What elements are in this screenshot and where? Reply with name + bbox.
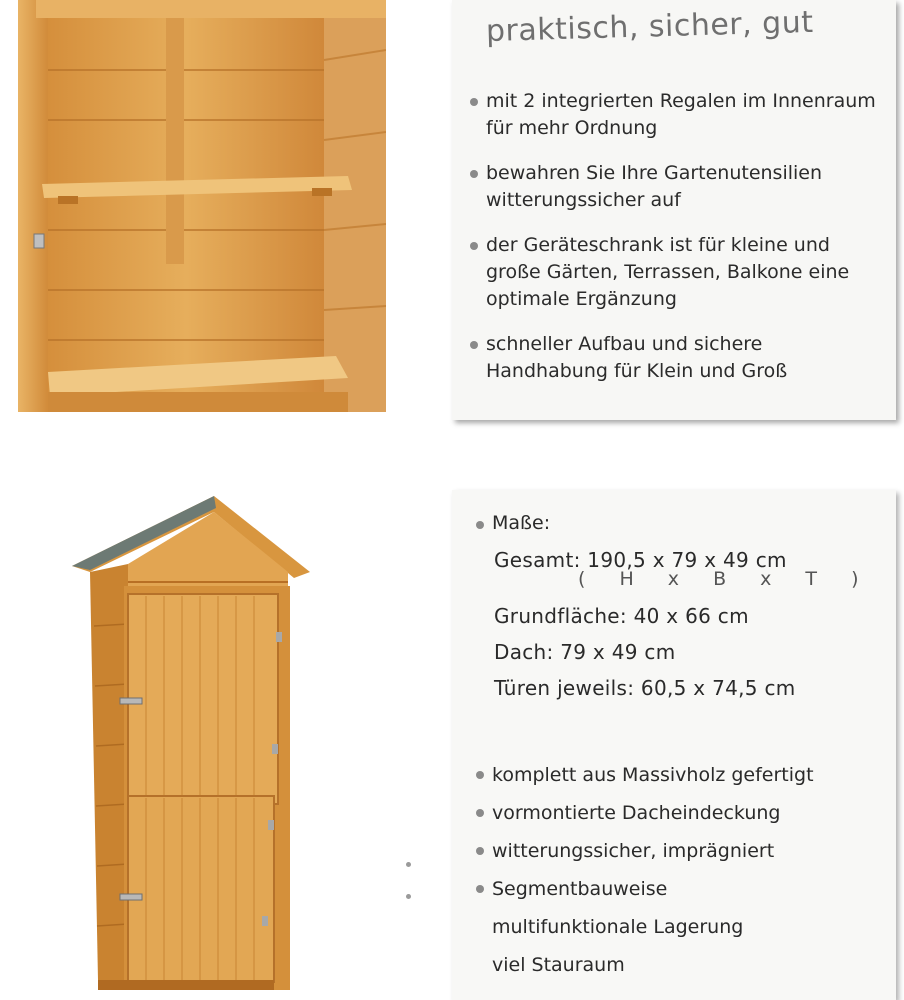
base-dimensions: Grundfläche: 40 x 66 cm bbox=[494, 604, 749, 628]
roof-dimensions: Dach: 79 x 49 cm bbox=[494, 640, 676, 664]
dimensions-title bbox=[474, 512, 884, 542]
bullet-icon bbox=[476, 885, 484, 893]
list-item bbox=[468, 331, 888, 385]
list-item-text: mit 2 integrierten Regalen im Innenraum für mehr Ordnung bbox=[486, 90, 876, 139]
bullet-icon bbox=[470, 242, 478, 250]
list-item-text: witterungssicher, imprägniert bbox=[492, 840, 775, 862]
list-item bbox=[474, 838, 884, 876]
list-item-text: Segmentbauweise bbox=[492, 878, 668, 900]
list-item-text: bewahren Sie Ihre Gartenutensilien witterungssicher auf bbox=[486, 162, 823, 211]
list-item-text: multifunktionale Lagerung bbox=[492, 916, 744, 938]
list-item bbox=[474, 800, 884, 838]
bullet-icon bbox=[470, 341, 478, 349]
decorative-dot-icon bbox=[406, 894, 411, 899]
list-item bbox=[468, 160, 888, 214]
bottom-feature-list bbox=[474, 762, 884, 990]
features-card-top bbox=[452, 0, 896, 420]
bullet-icon bbox=[476, 521, 484, 529]
list-item bbox=[474, 762, 884, 800]
list-item-text: komplett aus Massivholz gefertigt bbox=[492, 764, 814, 786]
bullet-icon bbox=[476, 771, 484, 779]
list-item bbox=[474, 952, 884, 990]
bullet-icon bbox=[470, 170, 478, 178]
bullet-icon bbox=[470, 98, 478, 106]
dimensions-block bbox=[474, 512, 884, 700]
bullet-icon bbox=[476, 847, 484, 855]
dimensions-title-text: Maße: bbox=[492, 512, 551, 534]
closed-cabinet-photo bbox=[66, 486, 316, 996]
features-card-bottom bbox=[452, 490, 896, 1000]
list-item bbox=[468, 232, 888, 313]
list-item bbox=[474, 876, 884, 914]
list-item-text: schneller Aufbau und sichere Handhabung für Klein und Groß bbox=[486, 333, 788, 382]
list-item bbox=[474, 914, 884, 952]
headline: praktisch, sicher, gut bbox=[485, 4, 814, 49]
dimension-legend: ( H x B x T ) bbox=[578, 568, 873, 590]
list-item-text: viel Stauraum bbox=[492, 954, 625, 976]
door-dimensions: Türen jeweils: 60,5 x 74,5 cm bbox=[494, 676, 796, 700]
list-item-text: der Geräteschrank ist für kleine und große Gärten, Terrassen, Balkone eine optimale Ergänzung bbox=[486, 234, 850, 310]
bullet-icon bbox=[476, 809, 484, 817]
list-item-text: vormontierte Dacheindeckung bbox=[492, 802, 781, 824]
cabinet-interior-photo bbox=[18, 0, 386, 412]
list-item bbox=[468, 88, 888, 142]
total-dimensions: Gesamt: 190,5 x 79 x 49 cm bbox=[494, 548, 787, 572]
top-feature-list bbox=[468, 88, 888, 403]
decorative-dot-icon bbox=[406, 862, 411, 867]
